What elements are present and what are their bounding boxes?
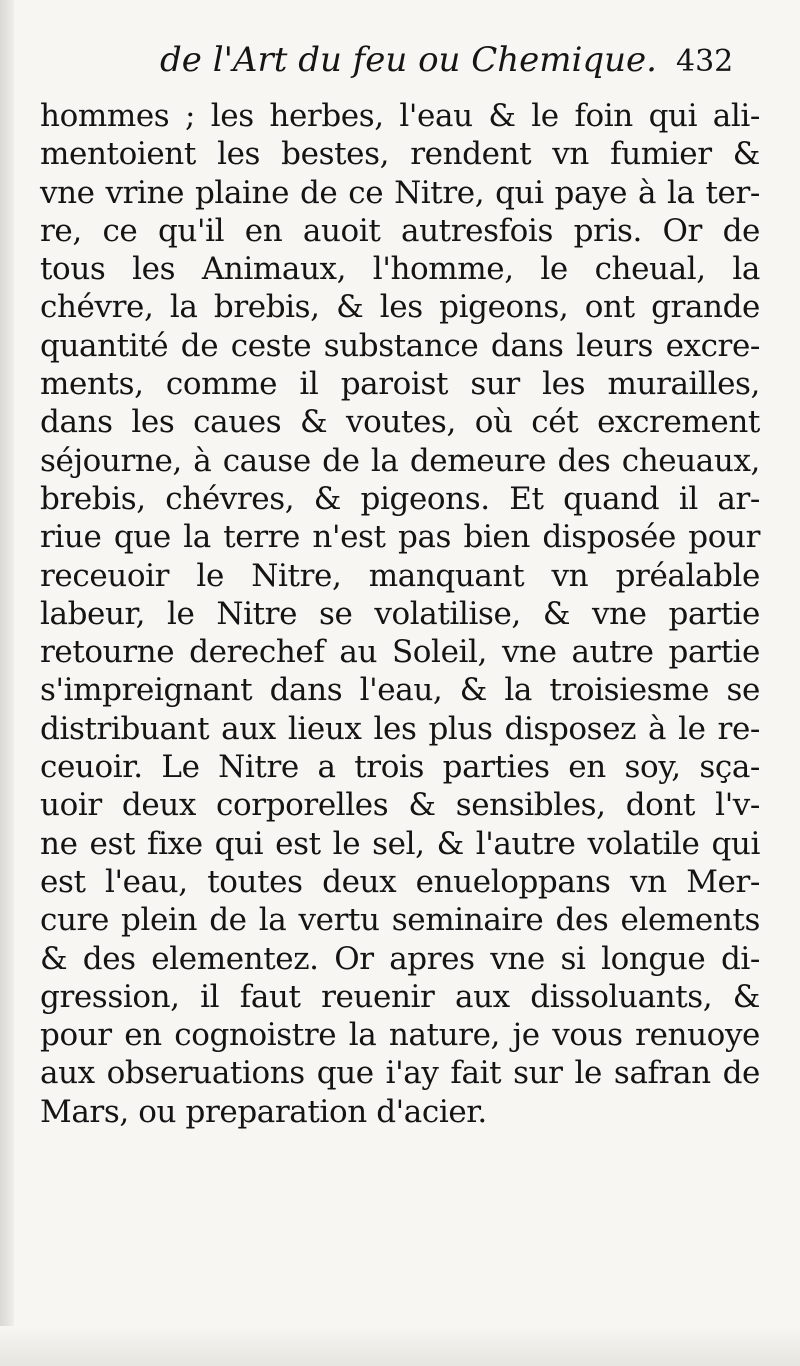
text-line: est l'eau, toutes deux enueloppans vn Mer-	[40, 863, 760, 900]
text-line: dans les caues & voutes, où cét excrement	[40, 404, 760, 441]
page-bottom-edge	[0, 1326, 800, 1366]
text-line: séjourne, à cause de la demeure des cheuaux,	[40, 442, 760, 479]
text-line: labeur, le Nitre se volatilise, & vne partie	[40, 595, 760, 632]
body-text	[40, 97, 760, 1131]
text-line: uoir deux corporelles & sensibles, dont l'v-	[40, 787, 760, 824]
text-line: ments, comme il paroist sur les murailles,	[40, 366, 760, 403]
text-line: ne est fixe qui est le sel, & l'autre volatile qui	[40, 825, 760, 862]
text-line: re, ce qu'il en auoit autresfois pris. Or de	[40, 212, 760, 249]
text-line: brebis, chévres, & pigeons. Et quand il ar-	[40, 480, 760, 517]
text-line: retourne derechef au Soleil, vne autre partie	[40, 634, 760, 671]
text-line: quantité de ceste substance dans leurs excre-	[40, 327, 760, 364]
text-line: chévre, la brebis, & les pigeons, ont grande	[40, 289, 760, 326]
text-line: cure plein de la vertu seminaire des elements	[40, 902, 760, 939]
text-line: aux obseruations que i'ay fait sur le safran de	[40, 1055, 760, 1092]
text-line: receuoir le Nitre, manquant vn préalable	[40, 557, 760, 594]
text-line: hommes ; les herbes, l'eau & le foin qui ali-	[40, 98, 760, 134]
text-line: s'impreignant dans l'eau, & la troisiesme se	[40, 672, 760, 709]
text-line: Mars, ou preparation d'acier.	[40, 1093, 487, 1130]
text-line: pour en cognoistre la nature, je vous renuoye	[40, 1017, 760, 1054]
text-line: vne vrine plaine de ce Nitre, qui paye à la ter-	[40, 174, 760, 211]
running-head: de l'Art du feu ou Chemique.	[160, 40, 657, 80]
text-line: riue que la terre n'est pas bien disposée pour	[40, 519, 760, 556]
text-line: distribuant aux lieux les plus disposez à le re-	[40, 710, 760, 747]
page-number: 432	[676, 44, 734, 79]
text-line: tous les Animaux, l'homme, le cheual, la	[40, 251, 760, 288]
text-line: ceuoir. Le Nitre a trois parties en soy, sça-	[40, 749, 760, 786]
text-line: & des elementez. Or apres vne si longue di-	[40, 940, 760, 977]
text-line: mentoient les bestes, rendent vn fumier &	[40, 136, 760, 173]
page-gutter-shadow	[0, 0, 14, 1366]
text-line: gression, il faut reuenir aux dissoluants, &	[40, 978, 760, 1015]
